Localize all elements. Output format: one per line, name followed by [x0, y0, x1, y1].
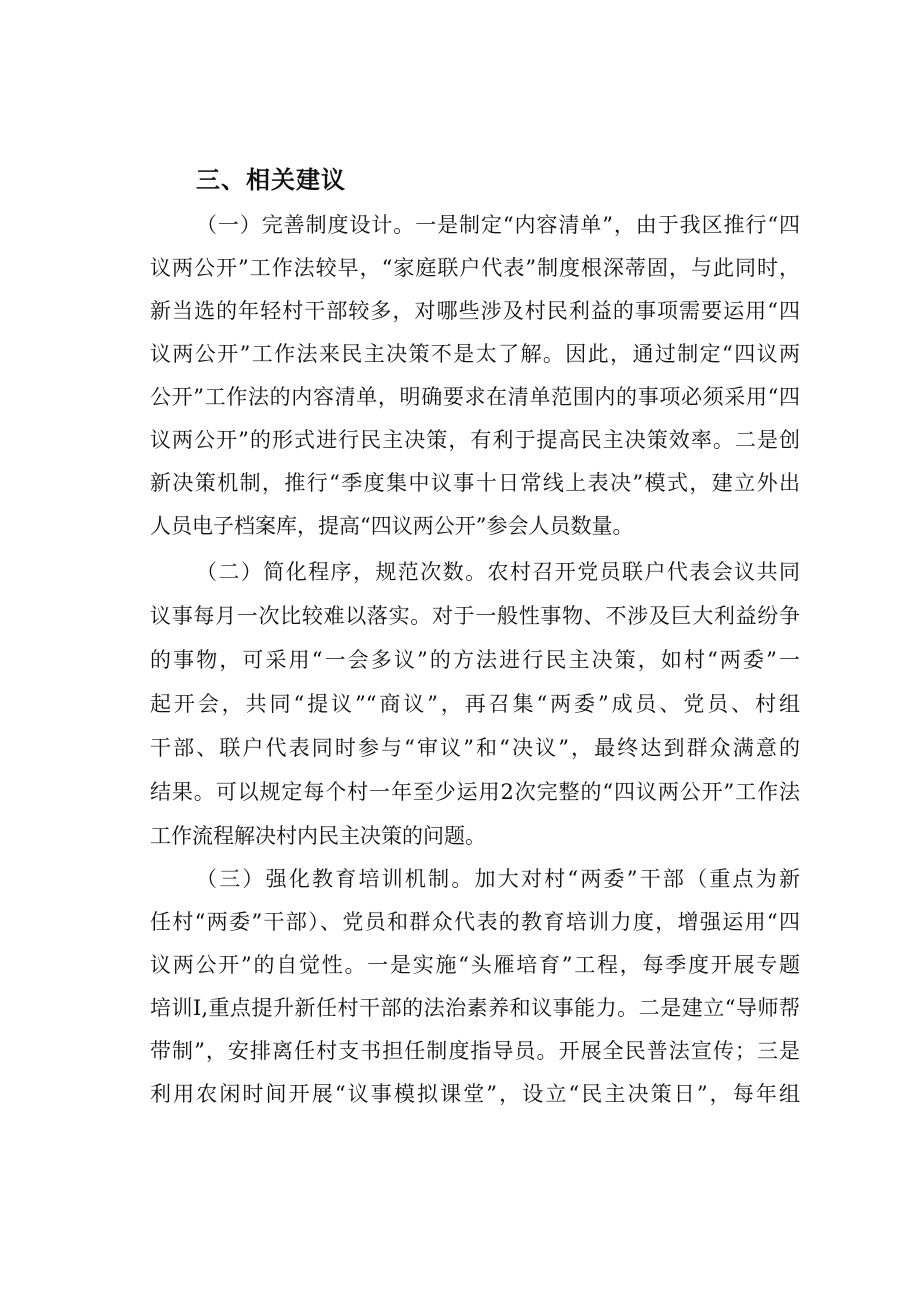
paragraph-2-line-5: 干部、联户代表同时参与“审议”和“决议”，最终达到群众满意的 [150, 736, 800, 760]
section-heading: 三、相关建议 [196, 166, 346, 194]
paragraph-2-line-6: 结果。可以规定每个村一年至少运用2次完整的“四议两公开”工作法 [150, 780, 800, 804]
paragraph-1-line-4: 议两公开”工作法来民主决策不是太了解。因此，通过制定“四议两 [150, 342, 800, 366]
paragraph-1-line-7: 新决策机制，推行“季度集中议事十日常线上表决”模式，建立外出 [150, 471, 800, 495]
paragraph-1-line-5: 公开”工作法的内容清单，明确要求在清单范围内的事项必须采用“四 [150, 385, 800, 409]
paragraph-1-line-1: （一）完善制度设计。一是制定“内容清单”，由于我区推行“四 [196, 213, 800, 237]
paragraph-1-line-8: 人员电子档案库，提高“四议两公开”参会人员数量。 [150, 514, 634, 538]
paragraph-3-line-1: （三）强化教育培训机制。加大对村“两委”干部（重点为新 [196, 867, 800, 891]
paragraph-3-line-5: 带制”，安排离任村支书担任制度指导员。开展全民普法宣传；三是 [150, 1039, 800, 1063]
paragraph-2-line-3: 的事物，可采用“一会多议”的方法进行民主决策，如村“两委”一 [150, 648, 800, 672]
paragraph-2-line-1: （二）简化程序，规范次数。农村召开党员联户代表会议共同 [196, 560, 800, 584]
paragraph-2-line-7: 工作流程解决村内民主决策的问题。 [150, 824, 486, 848]
paragraph-3-line-6: 利用农闲时间开展“议事模拟课堂”，设立“民主决策日”，每年组 [150, 1082, 800, 1106]
paragraph-2-line-4: 起开会，共同“提议”“商议”，再召集“两委”成员、党员、村组 [150, 692, 800, 716]
paragraph-3-line-3: 议两公开”的自觉性。一是实施“头雁培育”工程，每季度开展专题 [150, 953, 800, 977]
paragraph-1-line-6: 议两公开”的形式进行民主决策，有利于提高民主决策效率。二是创 [150, 428, 800, 452]
paragraph-3-line-4: 培训I,重点提升新任村干部的法治素养和议事能力。二是建立“导师帮 [150, 996, 800, 1020]
paragraph-1-line-3: 新当选的年轻村干部较多，对哪些涉及村民利益的事项需要运用“四 [150, 299, 800, 323]
paragraph-3-line-2: 任村“两委”干部）、党员和群众代表的教育培训力度，增强运用“四 [150, 910, 800, 934]
paragraph-1-line-2: 议两公开”工作法较早，“家庭联户代表”制度根深蒂固，与此同时， [150, 256, 800, 280]
paragraph-2-line-2: 议事每月一次比较难以落实。对于一般性事物、不涉及巨大利益纷争 [150, 604, 800, 628]
